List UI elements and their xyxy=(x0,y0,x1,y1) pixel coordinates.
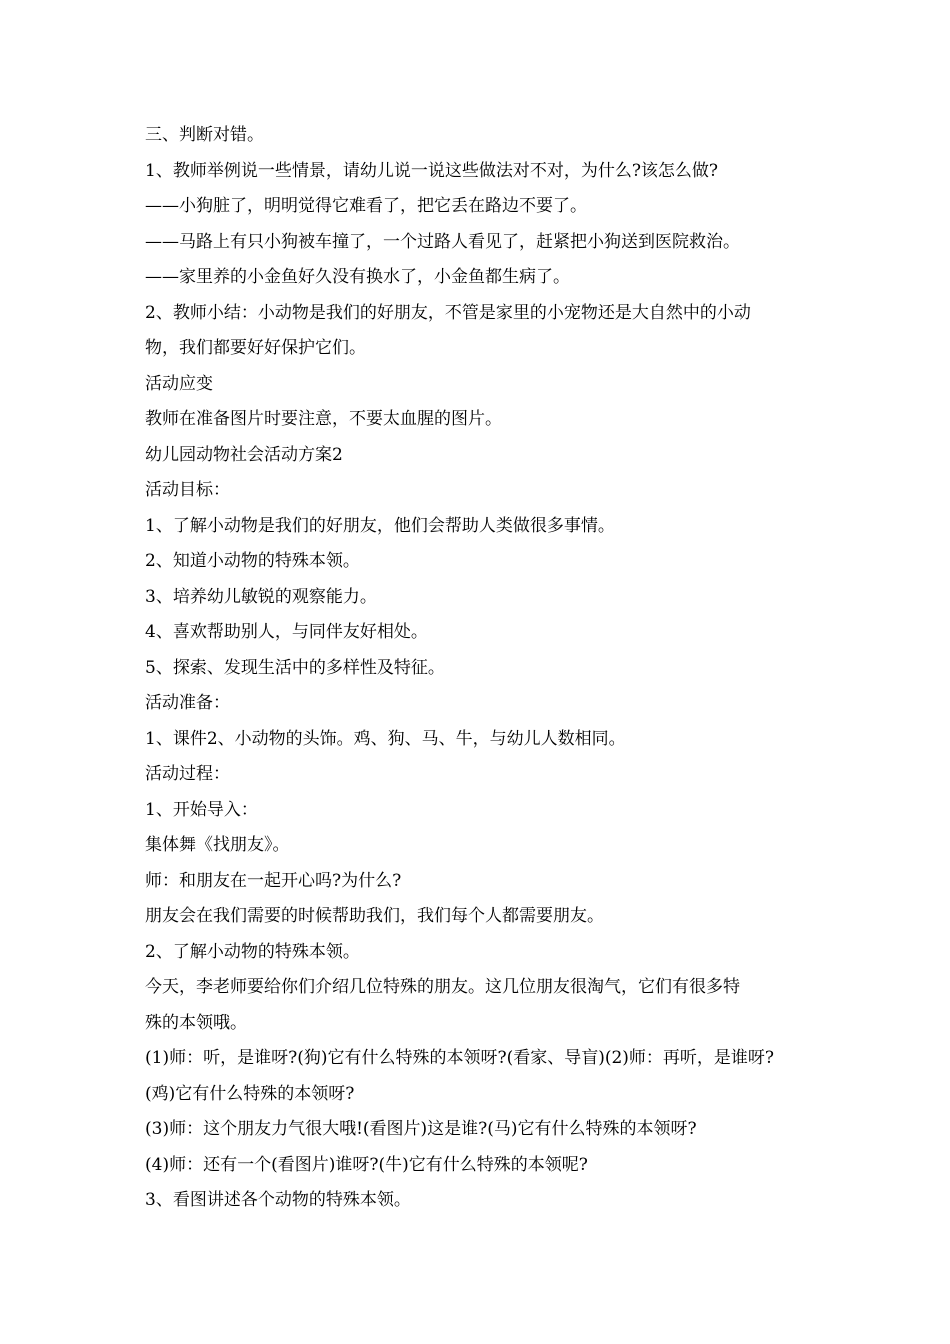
paragraph-line: 朋友会在我们需要的时候帮助我们，我们每个人都需要朋友。 xyxy=(145,906,604,926)
list-item: 5、探索、发现生活中的多样性及特征。 xyxy=(145,657,445,678)
paragraph-line: 殊的本领哦。 xyxy=(145,1012,247,1033)
scenario-line: ——家里养的小金鱼好久没有换水了，小金鱼都生病了。 xyxy=(145,267,570,287)
section-heading-process: 活动过程： xyxy=(145,764,230,784)
list-item: 4、喜欢帮助别人，与同伴友好相处。 xyxy=(145,622,428,642)
section-heading-goals: 活动目标： xyxy=(145,480,230,500)
paragraph-line: (1)师：听，是谁呀?(狗)它有什么特殊的本领呀?(看家、导盲)(2)师：再听，是谁呀? xyxy=(145,1048,775,1068)
list-item: 1、课件2、小动物的头饰。鸡、狗、马、牛，与幼儿人数相同。 xyxy=(145,728,626,749)
paragraph-line: (鸡)它有什么特殊的本领呀? xyxy=(145,1083,355,1104)
list-item: 1、开始导入： xyxy=(145,799,258,820)
paragraph-line: (4)师：还有一个(看图片)谁呀?(牛)它有什么特殊的本领呢? xyxy=(145,1154,588,1175)
scenario-line: ——小狗脏了，明明觉得它难看了，把它丢在路边不要了。 xyxy=(145,196,587,216)
section-heading-adjust: 活动应变 xyxy=(145,373,213,394)
section-heading-prep: 活动准备： xyxy=(145,693,230,713)
list-item: 2、知道小动物的特殊本领。 xyxy=(145,551,360,571)
paragraph-line: 物，我们都要好好保护它们。 xyxy=(145,338,366,358)
paragraph-line: 1、教师举例说一些情景，请幼儿说一说这些做法对不对，为什么?该怎么做? xyxy=(145,160,719,181)
paragraph-line: (3)师：这个朋友力气很大哦!(看图片)这是谁?(马)它有什么特殊的本领呀? xyxy=(145,1119,697,1139)
paragraph-line: 今天，李老师要给你们介绍几位特殊的朋友。这几位朋友很淘气，它们有很多特 xyxy=(145,977,740,997)
section-heading-judge: 三、判断对错。 xyxy=(145,125,264,145)
plan-title: 幼儿园动物社会活动方案2 xyxy=(145,444,343,465)
list-item: 2、了解小动物的特殊本领。 xyxy=(145,941,360,962)
list-item: 3、看图讲述各个动物的特殊本领。 xyxy=(145,1190,411,1210)
document-page xyxy=(145,118,815,1219)
paragraph-line: 教师在准备图片时要注意，不要太血腥的图片。 xyxy=(145,409,502,429)
paragraph-line: 师：和朋友在一起开心吗?为什么? xyxy=(145,870,402,891)
scenario-line: ——马路上有只小狗被车撞了，一个过路人看见了，赶紧把小狗送到医院救治。 xyxy=(145,231,740,252)
paragraph-line: 集体舞《找朋友》。 xyxy=(145,835,290,855)
list-item: 3、培养幼儿敏锐的观察能力。 xyxy=(145,586,377,607)
paragraph-line: 2、教师小结：小动物是我们的好朋友，不管是家里的小宠物还是大自然中的小动 xyxy=(145,302,751,323)
list-item: 1、了解小动物是我们的好朋友，他们会帮助人类做很多事情。 xyxy=(145,515,615,536)
